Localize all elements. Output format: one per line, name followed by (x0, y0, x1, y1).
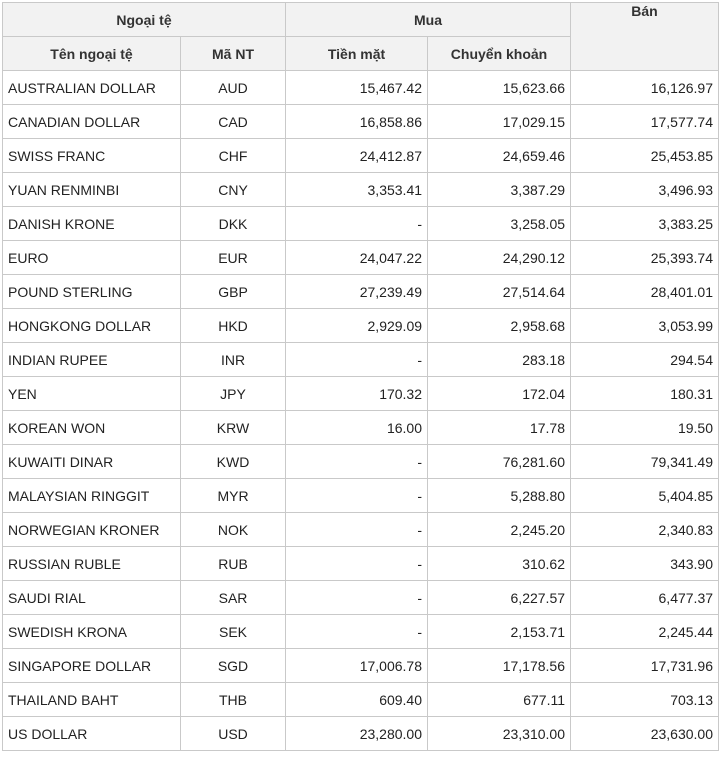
currency-code-cell: RUB (181, 547, 286, 581)
transfer-rate-cell: 283.18 (428, 343, 571, 377)
cash-rate-cell: 27,239.49 (286, 275, 428, 309)
sell-rate-cell: 17,731.96 (571, 649, 719, 683)
buy-group-header: Mua (286, 3, 571, 37)
cash-rate-cell: - (286, 581, 428, 615)
cash-rate-cell: - (286, 479, 428, 513)
cash-rate-cell: 23,280.00 (286, 717, 428, 751)
currency-name-cell: POUND STERLING (3, 275, 181, 309)
table-row (3, 479, 719, 513)
currency-code-header: Mã NT (181, 37, 286, 71)
cash-rate-cell: 2,929.09 (286, 309, 428, 343)
sell-rate-cell: 28,401.01 (571, 275, 719, 309)
cash-rate-cell: 16,858.86 (286, 105, 428, 139)
sell-rate-cell: 3,383.25 (571, 207, 719, 241)
currency-name-cell: KOREAN WON (3, 411, 181, 445)
cash-header: Tiền mặt (286, 37, 428, 71)
currency-code-cell: KRW (181, 411, 286, 445)
currency-name-cell: SWEDISH KRONA (3, 615, 181, 649)
currency-name-header: Tên ngoại tệ (3, 37, 181, 71)
table-row (3, 173, 719, 207)
cash-rate-cell: - (286, 547, 428, 581)
table-row (3, 581, 719, 615)
cash-rate-cell: 15,467.42 (286, 71, 428, 105)
sell-rate-cell: 3,496.93 (571, 173, 719, 207)
currency-name-cell: INDIAN RUPEE (3, 343, 181, 377)
currency-code-cell: SAR (181, 581, 286, 615)
currency-name-cell: MALAYSIAN RINGGIT (3, 479, 181, 513)
sell-rate-cell: 5,404.85 (571, 479, 719, 513)
transfer-rate-cell: 5,288.80 (428, 479, 571, 513)
currency-code-cell: HKD (181, 309, 286, 343)
transfer-rate-cell: 17.78 (428, 411, 571, 445)
table-row (3, 207, 719, 241)
currency-name-cell: THAILAND BAHT (3, 683, 181, 717)
sell-header: Bán (571, 3, 719, 71)
currency-code-cell: CNY (181, 173, 286, 207)
currency-code-cell: DKK (181, 207, 286, 241)
cash-rate-cell: - (286, 343, 428, 377)
table-row (3, 275, 719, 309)
transfer-rate-cell: 23,310.00 (428, 717, 571, 751)
sell-rate-cell: 2,340.83 (571, 513, 719, 547)
currency-name-cell: SWISS FRANC (3, 139, 181, 173)
rate-table-body (3, 71, 719, 751)
table-row (3, 649, 719, 683)
transfer-rate-cell: 27,514.64 (428, 275, 571, 309)
currency-name-cell: KUWAITI DINAR (3, 445, 181, 479)
exchange-rate-table (2, 2, 719, 751)
currency-code-cell: SGD (181, 649, 286, 683)
transfer-rate-cell: 24,290.12 (428, 241, 571, 275)
currency-name-cell: RUSSIAN RUBLE (3, 547, 181, 581)
currency-code-cell: JPY (181, 377, 286, 411)
sell-rate-cell: 25,393.74 (571, 241, 719, 275)
header-row-group (3, 3, 719, 37)
currency-code-cell: GBP (181, 275, 286, 309)
transfer-rate-cell: 2,245.20 (428, 513, 571, 547)
transfer-rate-cell: 76,281.60 (428, 445, 571, 479)
currency-code-cell: CAD (181, 105, 286, 139)
transfer-rate-cell: 677.11 (428, 683, 571, 717)
table-row (3, 343, 719, 377)
cash-rate-cell: 24,047.22 (286, 241, 428, 275)
currency-code-cell: SEK (181, 615, 286, 649)
cash-rate-cell: 609.40 (286, 683, 428, 717)
currency-code-cell: THB (181, 683, 286, 717)
cash-rate-cell: 24,412.87 (286, 139, 428, 173)
sell-rate-cell: 17,577.74 (571, 105, 719, 139)
currency-code-cell: NOK (181, 513, 286, 547)
table-row (3, 105, 719, 139)
table-row (3, 377, 719, 411)
currency-group-header: Ngoại tệ (3, 3, 286, 37)
transfer-rate-cell: 6,227.57 (428, 581, 571, 615)
sell-rate-cell: 2,245.44 (571, 615, 719, 649)
sell-rate-cell: 16,126.97 (571, 71, 719, 105)
currency-name-cell: EURO (3, 241, 181, 275)
currency-code-cell: MYR (181, 479, 286, 513)
currency-name-cell: NORWEGIAN KRONER (3, 513, 181, 547)
table-row (3, 513, 719, 547)
currency-name-cell: SINGAPORE DOLLAR (3, 649, 181, 683)
transfer-rate-cell: 310.62 (428, 547, 571, 581)
table-row (3, 411, 719, 445)
sell-rate-cell: 180.31 (571, 377, 719, 411)
currency-name-cell: YUAN RENMINBI (3, 173, 181, 207)
table-row (3, 547, 719, 581)
currency-name-cell: YEN (3, 377, 181, 411)
currency-name-cell: AUSTRALIAN DOLLAR (3, 71, 181, 105)
table-row (3, 241, 719, 275)
transfer-rate-cell: 24,659.46 (428, 139, 571, 173)
transfer-rate-cell: 2,153.71 (428, 615, 571, 649)
cash-rate-cell: 17,006.78 (286, 649, 428, 683)
sell-rate-cell: 343.90 (571, 547, 719, 581)
cash-rate-cell: - (286, 513, 428, 547)
table-row (3, 683, 719, 717)
cash-rate-cell: - (286, 445, 428, 479)
transfer-rate-cell: 3,387.29 (428, 173, 571, 207)
sell-rate-cell: 23,630.00 (571, 717, 719, 751)
currency-code-cell: INR (181, 343, 286, 377)
cash-rate-cell: - (286, 207, 428, 241)
transfer-header: Chuyển khoản (428, 37, 571, 71)
table-row (3, 309, 719, 343)
currency-name-cell: DANISH KRONE (3, 207, 181, 241)
currency-code-cell: USD (181, 717, 286, 751)
sell-rate-cell: 79,341.49 (571, 445, 719, 479)
currency-code-cell: AUD (181, 71, 286, 105)
transfer-rate-cell: 17,029.15 (428, 105, 571, 139)
currency-name-cell: US DOLLAR (3, 717, 181, 751)
currency-name-cell: SAUDI RIAL (3, 581, 181, 615)
currency-code-cell: KWD (181, 445, 286, 479)
sell-rate-cell: 25,453.85 (571, 139, 719, 173)
table-row (3, 71, 719, 105)
currency-code-cell: EUR (181, 241, 286, 275)
sell-rate-cell: 703.13 (571, 683, 719, 717)
transfer-rate-cell: 2,958.68 (428, 309, 571, 343)
table-row (3, 717, 719, 751)
transfer-rate-cell: 3,258.05 (428, 207, 571, 241)
currency-name-cell: CANADIAN DOLLAR (3, 105, 181, 139)
currency-name-cell: HONGKONG DOLLAR (3, 309, 181, 343)
cash-rate-cell: 3,353.41 (286, 173, 428, 207)
sell-rate-cell: 294.54 (571, 343, 719, 377)
transfer-rate-cell: 172.04 (428, 377, 571, 411)
sell-rate-cell: 3,053.99 (571, 309, 719, 343)
table-row (3, 139, 719, 173)
transfer-rate-cell: 17,178.56 (428, 649, 571, 683)
currency-code-cell: CHF (181, 139, 286, 173)
sell-rate-cell: 6,477.37 (571, 581, 719, 615)
table-row (3, 445, 719, 479)
table-row (3, 615, 719, 649)
sell-rate-cell: 19.50 (571, 411, 719, 445)
cash-rate-cell: 170.32 (286, 377, 428, 411)
cash-rate-cell: - (286, 615, 428, 649)
transfer-rate-cell: 15,623.66 (428, 71, 571, 105)
cash-rate-cell: 16.00 (286, 411, 428, 445)
